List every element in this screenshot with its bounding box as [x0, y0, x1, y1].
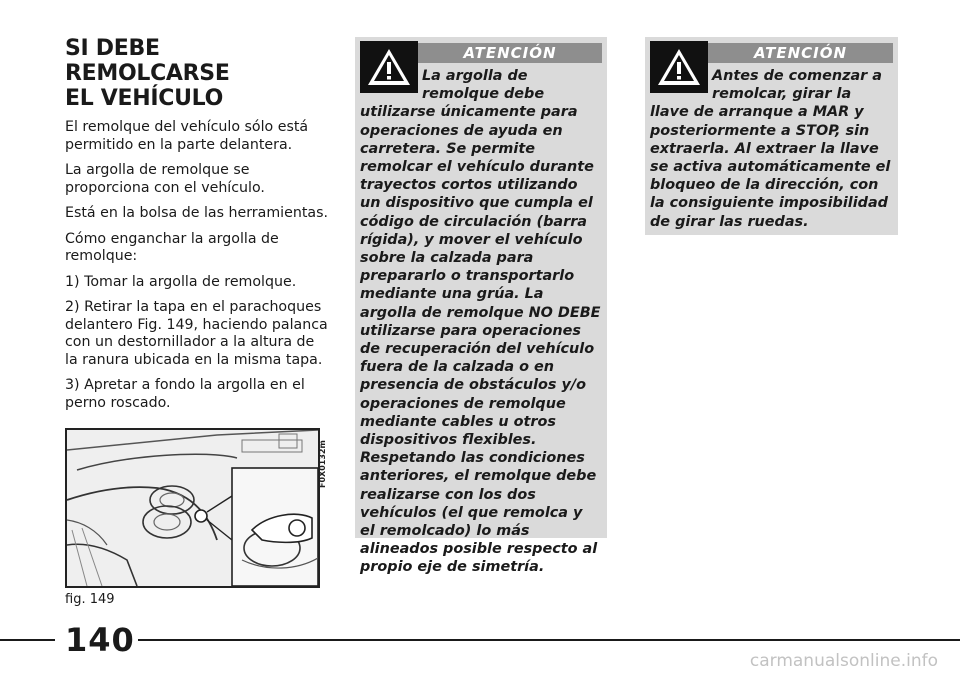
watermark: carmanualsonline.info	[749, 651, 938, 671]
section-title-line-2: EL VEHÍCULO	[65, 86, 224, 111]
figure-code: F0X0132m	[318, 440, 327, 488]
paragraph-1: El remolque del vehículo sólo está permitido en la parte delantera.	[65, 119, 309, 153]
bumper-illustration	[65, 428, 320, 588]
warning-text: Antes de comenzar a remolcar, girar la llave de arranque a MAR y posteriormente a STOP, sin extraerla. Al extraer la llave se activa automáticamente el bloqueo de la dirección, con la consiguiente imposibilidad de girar las ruedas.	[650, 68, 891, 230]
step-1: 1) Tomar la argolla de remolque.	[65, 273, 297, 290]
main-column	[65, 36, 330, 420]
step-2: 2) Retirar la tapa en el parachoques delantero Fig. 149, haciendo palanca con un destornillador a la altura de la ranura ubicada en la misma tapa.	[65, 299, 328, 368]
footer-rule-left	[0, 639, 55, 641]
page-number: 140	[65, 621, 135, 659]
warning-header: ATENCIÓN	[708, 43, 893, 63]
warning-box-towing-ring	[355, 37, 607, 576]
bumper-drawing-icon	[67, 430, 318, 586]
warning-header: ATENCIÓN	[418, 43, 602, 63]
step-3: 3) Apretar a fondo la argolla en el perno roscado.	[65, 377, 305, 411]
warning-text: La argolla de remolque debe utilizarse únicamente para operaciones de ayuda en carretera. Se permite remolcar el vehículo durante trayectos cortos utilizando un dispositivo que cumpla el código de circulación (barra rígida), y mover el vehículo sobre la calzada para prepararlo o transportarlo mediante una grúa. La argolla de remolque NO DEBE utilizarse para operaciones de recuperación del vehículo fuera de la calzada o en presencia de obstáculos y/o operaciones de remolque mediante cables u otros dispositivos flexibles. Respetando las condiciones anteriores, el remolque debe realizarse con los dos vehículos (el que remolca y el remolcado) lo más alineados posible respecto al propio eje de simetría.	[360, 68, 601, 576]
figure-caption: fig. 149	[65, 592, 115, 607]
footer-rule-right	[138, 639, 960, 641]
warning-box-ignition-key	[645, 37, 898, 235]
paragraph-3: Está en la bolsa de las herramientas.	[65, 205, 328, 221]
section-title	[65, 36, 330, 111]
paragraph-2: La argolla de remolque se proporciona con el vehículo.	[65, 162, 265, 196]
paragraph-4: Cómo enganchar la argolla de remolque:	[65, 230, 279, 264]
section-title-line-1: SI DEBE REMOLCARSE	[65, 36, 230, 86]
